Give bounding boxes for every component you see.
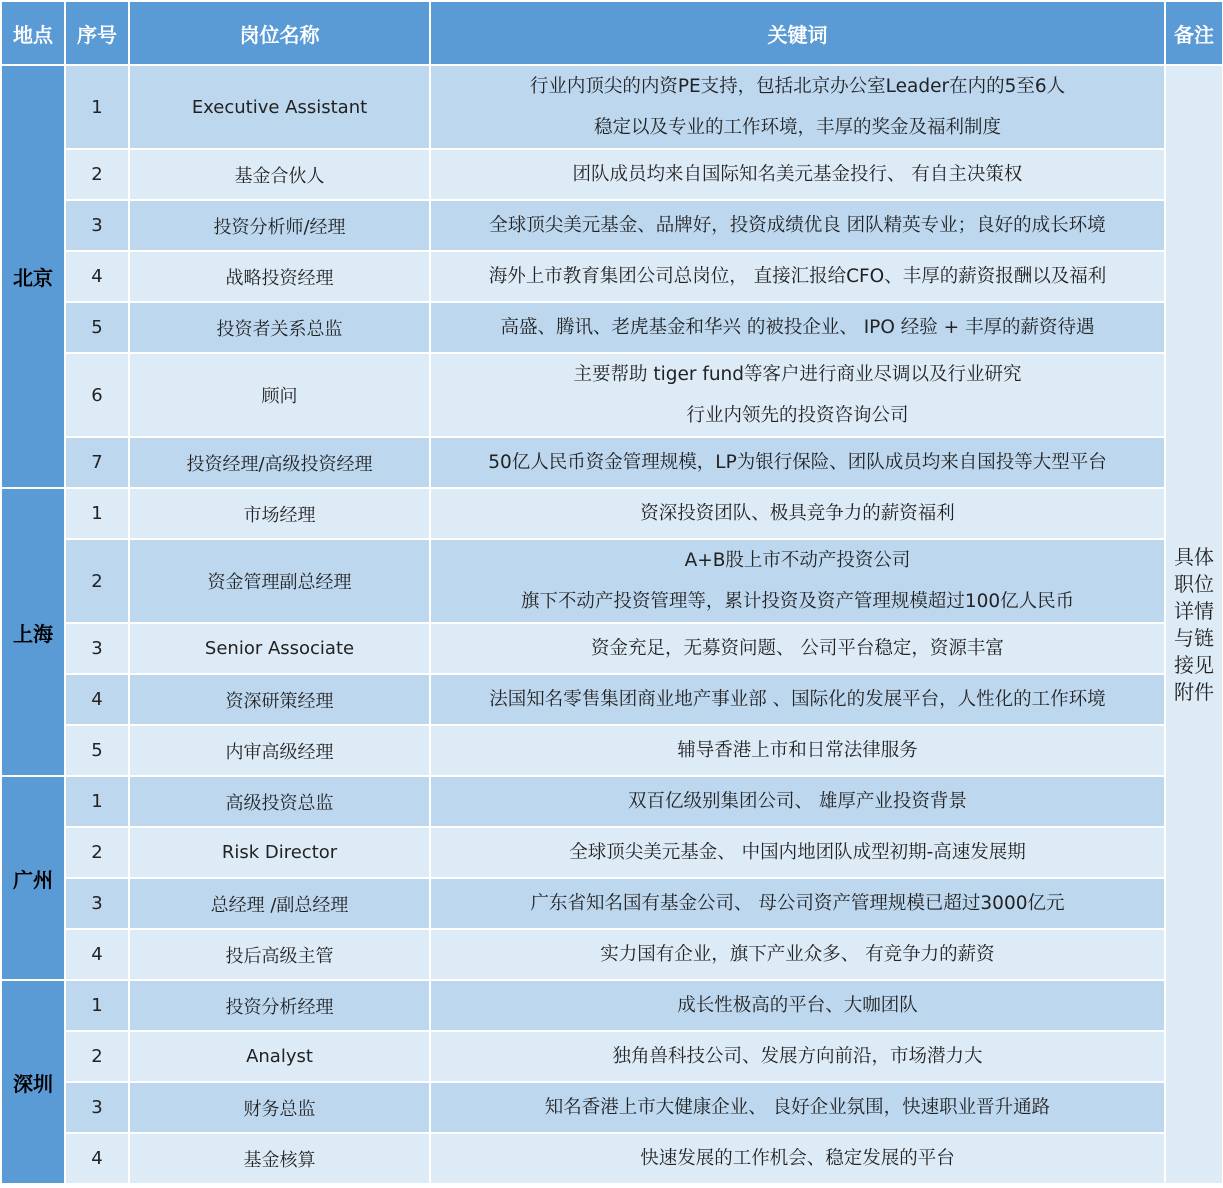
table-row <box>1 623 1223 674</box>
row-index: 3 <box>65 878 129 929</box>
header-location: 地点 <box>1 1 65 65</box>
table-row <box>1 302 1223 353</box>
position-title: 投后高级主管 <box>129 929 430 980</box>
keyword-line: 50亿人民币资金管理规模，LP为银行保险、团队成员均来自国投等大型平台 <box>488 452 1107 473</box>
row-index: 2 <box>65 1031 129 1082</box>
keyword-line: 旗下不动产投资管理等，累计投资及资产管理规模超过100亿人民币 <box>520 591 1075 612</box>
row-index: 7 <box>65 437 129 488</box>
row-index: 3 <box>65 623 129 674</box>
keywords-cell <box>430 827 1165 878</box>
keyword-line: 全球顶尖美元基金、 中国内地团队成型初期-高速发展期 <box>569 842 1026 863</box>
row-index: 6 <box>65 353 129 437</box>
position-title: 市场经理 <box>129 488 430 539</box>
row-index: 1 <box>65 488 129 539</box>
table-row <box>1 353 1223 437</box>
keywords-cell <box>430 776 1165 827</box>
row-index: 4 <box>65 674 129 725</box>
keywords-cell <box>430 353 1165 437</box>
keywords-cell <box>430 929 1165 980</box>
position-title: 投资分析经理 <box>129 980 430 1031</box>
header-position: 岗位名称 <box>129 1 430 65</box>
row-index: 4 <box>65 1133 129 1184</box>
table-row <box>1 827 1223 878</box>
keyword-line: 辅导香港上市和日常法律服务 <box>677 740 918 761</box>
keywords-cell <box>430 674 1165 725</box>
position-title: Analyst <box>129 1031 430 1082</box>
header-keywords: 关键词 <box>430 1 1165 65</box>
keyword-line: 资金充足，无募资问题、 公司平台稳定，资源丰富 <box>591 638 1004 659</box>
table-header <box>1 1 1223 65</box>
row-index: 2 <box>65 827 129 878</box>
table-row <box>1 149 1223 200</box>
keywords-cell <box>430 725 1165 776</box>
keywords-cell <box>430 878 1165 929</box>
keyword-line: 全球顶尖美元基金、品牌好，投资成绩优良 团队精英专业；良好的成长环境 <box>489 215 1106 236</box>
keyword-line: 法国知名零售集团商业地产事业部 、国际化的发展平台，人性化的工作环境 <box>489 689 1106 710</box>
keyword-line: 稳定以及专业的工作环境，丰厚的奖金及福利制度 <box>593 117 1001 138</box>
row-index: 2 <box>65 149 129 200</box>
keywords-cell <box>430 539 1165 623</box>
table-row <box>1 539 1223 623</box>
table-row <box>1 65 1223 149</box>
table-row <box>1 725 1223 776</box>
keyword-line: 广东省知名国有基金公司、 母公司资产管理规模已超过3000亿元 <box>530 893 1065 914</box>
position-title: 投资分析师/经理 <box>129 200 430 251</box>
position-title: 战略投资经理 <box>129 251 430 302</box>
position-title: Risk Director <box>129 827 430 878</box>
keywords-cell <box>430 623 1165 674</box>
keywords-cell <box>430 980 1165 1031</box>
table-row <box>1 776 1223 827</box>
keyword-line: 团队成员均来自国际知名美元基金投行、 有自主决策权 <box>572 164 1023 185</box>
keywords-cell <box>430 65 1165 149</box>
row-index: 5 <box>65 725 129 776</box>
row-index: 3 <box>65 1082 129 1133</box>
keywords-cell <box>430 251 1165 302</box>
keyword-line: 双百亿级别集团公司、 雄厚产业投资背景 <box>628 791 967 812</box>
position-title: 财务总监 <box>129 1082 430 1133</box>
keywords-cell <box>430 1031 1165 1082</box>
row-index: 4 <box>65 251 129 302</box>
keyword-line: 成长性极高的平台、大咖团队 <box>677 995 918 1016</box>
position-title: Senior Associate <box>129 623 430 674</box>
note-cell: 具体职位详情与链接见附件 <box>1165 65 1223 1184</box>
city-cell: 北京 <box>1 65 65 488</box>
position-title: 基金合伙人 <box>129 149 430 200</box>
position-title: 总经理 /副总经理 <box>129 878 430 929</box>
keyword-line: 实力国有企业，旗下产业众多、 有竞争力的薪资 <box>600 944 995 965</box>
table-row <box>1 437 1223 488</box>
table-row <box>1 1082 1223 1133</box>
keywords-cell <box>430 437 1165 488</box>
row-index: 1 <box>65 65 129 149</box>
row-index: 2 <box>65 539 129 623</box>
keyword-line: 资深投资团队、极具竞争力的薪资福利 <box>640 503 955 524</box>
table-row <box>1 488 1223 539</box>
keywords-cell <box>430 200 1165 251</box>
city-cell: 深圳 <box>1 980 65 1184</box>
keyword-line: 知名香港上市大健康企业、 良好企业氛围，快速职业晋升通路 <box>544 1097 1051 1118</box>
table-row <box>1 929 1223 980</box>
table-row <box>1 980 1223 1031</box>
position-title: 顾问 <box>129 353 430 437</box>
keyword-line: 行业内顶尖的内资PE支持，包括北京办公室Leader在内的5至6人 <box>529 76 1066 97</box>
position-title: 内审高级经理 <box>129 725 430 776</box>
keywords-cell <box>430 1133 1165 1184</box>
keyword-line: 快速发展的工作机会、稳定发展的平台 <box>640 1148 955 1169</box>
table-row <box>1 1031 1223 1082</box>
position-title: 投资经理/高级投资经理 <box>129 437 430 488</box>
table-row <box>1 200 1223 251</box>
city-cell: 上海 <box>1 488 65 776</box>
keyword-line: 高盛、腾讯、老虎基金和华兴 的被投企业、 IPO 经验 + 丰厚的薪资待遇 <box>500 317 1095 338</box>
keyword-line: 海外上市教育集团公司总岗位， 直接汇报给CFO、丰厚的薪资报酬以及福利 <box>488 266 1107 287</box>
position-title: 资深研策经理 <box>129 674 430 725</box>
row-index: 4 <box>65 929 129 980</box>
row-index: 3 <box>65 200 129 251</box>
keywords-cell <box>430 488 1165 539</box>
keywords-cell <box>430 302 1165 353</box>
header-index: 序号 <box>65 1 129 65</box>
row-index: 1 <box>65 980 129 1031</box>
keyword-line: 独角兽科技公司、发展方向前沿，市场潜力大 <box>612 1046 983 1067</box>
position-title: 资金管理副总经理 <box>129 539 430 623</box>
city-cell: 广州 <box>1 776 65 980</box>
keywords-cell <box>430 1082 1165 1133</box>
header-note: 备注 <box>1165 1 1223 65</box>
table-row <box>1 1133 1223 1184</box>
position-title: 高级投资总监 <box>129 776 430 827</box>
keyword-line: 主要帮助 tiger fund等客户进行商业尽调以及行业研究 <box>573 364 1022 385</box>
position-title: 投资者关系总监 <box>129 302 430 353</box>
table-row <box>1 674 1223 725</box>
table-row <box>1 251 1223 302</box>
position-title: Executive Assistant <box>129 65 430 149</box>
keyword-line: A+B股上市不动产投资公司 <box>684 550 911 571</box>
keywords-cell <box>430 149 1165 200</box>
table-row <box>1 878 1223 929</box>
row-index: 1 <box>65 776 129 827</box>
row-index: 5 <box>65 302 129 353</box>
keyword-line: 行业内领先的投资咨询公司 <box>686 405 909 426</box>
position-title: 基金核算 <box>129 1133 430 1184</box>
table-body <box>1 65 1223 1184</box>
